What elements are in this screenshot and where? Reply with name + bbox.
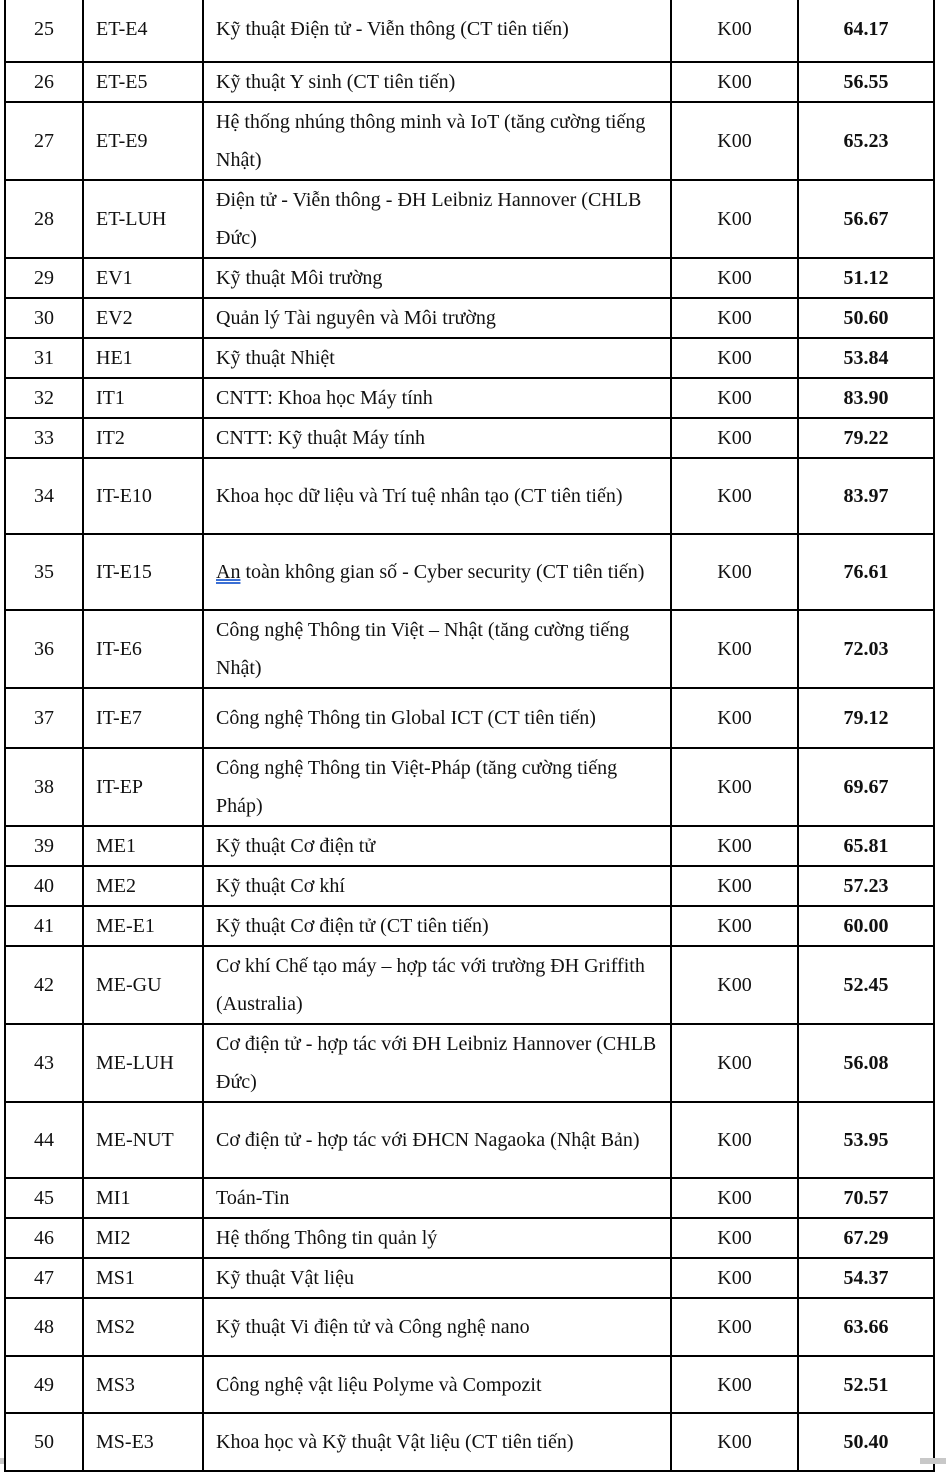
program-code-cell: ME-GU <box>83 946 203 1024</box>
subject-combination-cell: K00 <box>671 258 798 298</box>
program-code-cell: IT-E15 <box>83 534 203 610</box>
program-code-cell: ME-E1 <box>83 906 203 946</box>
program-code-cell: IT-EP <box>83 748 203 826</box>
program-name-cell: Kỹ thuật Y sinh (CT tiên tiến) <box>203 62 671 102</box>
table-row <box>5 102 934 180</box>
subject-combination-cell: K00 <box>671 418 798 458</box>
subject-combination-cell: K00 <box>671 534 798 610</box>
program-name-cell: Kỹ thuật Môi trường <box>203 258 671 298</box>
program-name-cell: Kỹ thuật Cơ điện tử (CT tiên tiến) <box>203 906 671 946</box>
program-code-cell: EV2 <box>83 298 203 338</box>
program-code-cell: ET-LUH <box>83 180 203 258</box>
cutoff-score-cell: 53.84 <box>798 338 934 378</box>
subject-combination-cell: K00 <box>671 1298 798 1356</box>
subject-combination-cell: K00 <box>671 1102 798 1178</box>
program-code-cell: MI2 <box>83 1218 203 1258</box>
row-number-cell: 25 <box>5 0 83 62</box>
program-name-cell: Kỹ thuật Cơ điện tử <box>203 826 671 866</box>
program-name-cell: Kỹ thuật Vi điện tử và Công nghệ nano <box>203 1298 671 1356</box>
page-edge-marker <box>0 1458 4 1464</box>
row-number-cell: 42 <box>5 946 83 1024</box>
cutoff-score-cell: 63.66 <box>798 1298 934 1356</box>
program-name-cell: Khoa học dữ liệu và Trí tuệ nhân tạo (CT tiên tiến) <box>203 458 671 534</box>
table-row <box>5 378 934 418</box>
subject-combination-cell: K00 <box>671 748 798 826</box>
program-code-cell: IT-E6 <box>83 610 203 688</box>
program-name-cell: Công nghệ vật liệu Polyme và Compozit <box>203 1356 671 1413</box>
subject-combination-cell: K00 <box>671 62 798 102</box>
cutoff-score-cell: 64.17 <box>798 0 934 62</box>
table-row <box>5 1413 934 1471</box>
cutoff-score-cell: 52.45 <box>798 946 934 1024</box>
row-number-cell: 50 <box>5 1413 83 1471</box>
table-row <box>5 1178 934 1218</box>
cutoff-score-cell: 69.67 <box>798 748 934 826</box>
row-number-cell: 43 <box>5 1024 83 1102</box>
program-code-cell: MI1 <box>83 1178 203 1218</box>
table-row <box>5 458 934 534</box>
table-row <box>5 1356 934 1413</box>
program-name-text: toàn không gian số - Cyber security (CT tiên tiến) <box>240 561 645 583</box>
table-row <box>5 946 934 1024</box>
subject-combination-cell: K00 <box>671 906 798 946</box>
row-number-cell: 39 <box>5 826 83 866</box>
cutoff-score-cell: 56.55 <box>798 62 934 102</box>
cutoff-score-cell: 56.08 <box>798 1024 934 1102</box>
program-name-cell: Quản lý Tài nguyên và Môi trường <box>203 298 671 338</box>
program-name-cell: Toán-Tin <box>203 1178 671 1218</box>
program-name-cell: Cơ điện tử - hợp tác với ĐH Leibniz Hannover (CHLB Đức) <box>203 1024 671 1102</box>
cutoff-score-cell: 54.37 <box>798 1258 934 1298</box>
row-number-cell: 37 <box>5 688 83 748</box>
subject-combination-cell: K00 <box>671 1258 798 1298</box>
cutoff-score-cell: 83.90 <box>798 378 934 418</box>
row-number-cell: 44 <box>5 1102 83 1178</box>
program-code-cell: ME-LUH <box>83 1024 203 1102</box>
table-row <box>5 688 934 748</box>
row-number-cell: 38 <box>5 748 83 826</box>
program-code-cell: ME-NUT <box>83 1102 203 1178</box>
subject-combination-cell: K00 <box>671 610 798 688</box>
subject-combination-cell: K00 <box>671 1413 798 1471</box>
program-code-cell: IT-E7 <box>83 688 203 748</box>
cutoff-score-cell: 56.67 <box>798 180 934 258</box>
program-code-cell: EV1 <box>83 258 203 298</box>
row-number-cell: 26 <box>5 62 83 102</box>
cutoff-score-cell: 52.51 <box>798 1356 934 1413</box>
row-number-cell: 33 <box>5 418 83 458</box>
table-row <box>5 906 934 946</box>
program-code-cell: MS-E3 <box>83 1413 203 1471</box>
table-row <box>5 1258 934 1298</box>
spellcheck-underlined-word: An <box>216 561 241 583</box>
subject-combination-cell: K00 <box>671 0 798 62</box>
program-name-cell: Cơ điện tử - hợp tác với ĐHCN Nagaoka (Nhật Bản) <box>203 1102 671 1178</box>
row-number-cell: 45 <box>5 1178 83 1218</box>
program-name-cell: Công nghệ Thông tin Global ICT (CT tiên tiến) <box>203 688 671 748</box>
row-number-cell: 46 <box>5 1218 83 1258</box>
table-row <box>5 866 934 906</box>
row-number-cell: 32 <box>5 378 83 418</box>
subject-combination-cell: K00 <box>671 866 798 906</box>
program-name-cell <box>203 534 671 610</box>
row-number-cell: 47 <box>5 1258 83 1298</box>
cutoff-score-cell: 50.60 <box>798 298 934 338</box>
program-name-cell: Công nghệ Thông tin Việt – Nhật (tăng cường tiếng Nhật) <box>203 610 671 688</box>
table-body <box>5 0 934 1471</box>
table-row <box>5 610 934 688</box>
subject-combination-cell: K00 <box>671 102 798 180</box>
cutoff-score-cell: 65.23 <box>798 102 934 180</box>
cutoff-score-cell: 51.12 <box>798 258 934 298</box>
table-row <box>5 338 934 378</box>
row-number-cell: 36 <box>5 610 83 688</box>
program-name-cell: Kỹ thuật Nhiệt <box>203 338 671 378</box>
row-number-cell: 49 <box>5 1356 83 1413</box>
table-row <box>5 1102 934 1178</box>
program-name-cell: Khoa học và Kỹ thuật Vật liệu (CT tiên tiến) <box>203 1413 671 1471</box>
program-code-cell: MS1 <box>83 1258 203 1298</box>
subject-combination-cell: K00 <box>671 458 798 534</box>
subject-combination-cell: K00 <box>671 946 798 1024</box>
row-number-cell: 30 <box>5 298 83 338</box>
program-name-cell: CNTT: Kỹ thuật Máy tính <box>203 418 671 458</box>
row-number-cell: 40 <box>5 866 83 906</box>
table-row <box>5 258 934 298</box>
table-row <box>5 180 934 258</box>
cutoff-score-cell: 50.40 <box>798 1413 934 1471</box>
row-number-cell: 28 <box>5 180 83 258</box>
cutoff-score-cell: 57.23 <box>798 866 934 906</box>
table-row <box>5 1218 934 1258</box>
admission-scores-table <box>4 0 935 1472</box>
program-name-cell: CNTT: Khoa học Máy tính <box>203 378 671 418</box>
table-row <box>5 418 934 458</box>
subject-combination-cell: K00 <box>671 1356 798 1413</box>
subject-combination-cell: K00 <box>671 1024 798 1102</box>
subject-combination-cell: K00 <box>671 180 798 258</box>
program-name-cell: Điện tử - Viễn thông - ĐH Leibniz Hannover (CHLB Đức) <box>203 180 671 258</box>
program-name-cell: Công nghệ Thông tin Việt-Pháp (tăng cường tiếng Pháp) <box>203 748 671 826</box>
subject-combination-cell: K00 <box>671 1218 798 1258</box>
program-name-cell: Cơ khí Chế tạo máy – hợp tác với trường ĐH Griffith (Australia) <box>203 946 671 1024</box>
table-row <box>5 1298 934 1356</box>
cutoff-score-cell: 60.00 <box>798 906 934 946</box>
table-row <box>5 534 934 610</box>
program-code-cell: ME1 <box>83 826 203 866</box>
table-row <box>5 748 934 826</box>
program-code-cell: ME2 <box>83 866 203 906</box>
row-number-cell: 31 <box>5 338 83 378</box>
subject-combination-cell: K00 <box>671 688 798 748</box>
program-code-cell: IT2 <box>83 418 203 458</box>
cutoff-score-cell: 53.95 <box>798 1102 934 1178</box>
program-code-cell: ET-E9 <box>83 102 203 180</box>
row-number-cell: 48 <box>5 1298 83 1356</box>
table-row <box>5 0 934 62</box>
program-code-cell: IT-E10 <box>83 458 203 534</box>
cutoff-score-cell: 79.22 <box>798 418 934 458</box>
program-code-cell: IT1 <box>83 378 203 418</box>
row-number-cell: 27 <box>5 102 83 180</box>
row-number-cell: 29 <box>5 258 83 298</box>
cutoff-score-cell: 72.03 <box>798 610 934 688</box>
page-edge-marker <box>920 1458 946 1464</box>
row-number-cell: 34 <box>5 458 83 534</box>
program-name-cell: Kỹ thuật Điện tử - Viễn thông (CT tiên tiến) <box>203 0 671 62</box>
program-code-cell: MS3 <box>83 1356 203 1413</box>
subject-combination-cell: K00 <box>671 378 798 418</box>
cutoff-score-cell: 67.29 <box>798 1218 934 1258</box>
table-row <box>5 298 934 338</box>
cutoff-score-cell: 76.61 <box>798 534 934 610</box>
row-number-cell: 35 <box>5 534 83 610</box>
program-code-cell: MS2 <box>83 1298 203 1356</box>
table-row <box>5 62 934 102</box>
subject-combination-cell: K00 <box>671 298 798 338</box>
cutoff-score-cell: 65.81 <box>798 826 934 866</box>
cutoff-score-cell: 79.12 <box>798 688 934 748</box>
row-number-cell: 41 <box>5 906 83 946</box>
program-name-cell: Hệ thống nhúng thông minh và IoT (tăng cường tiếng Nhật) <box>203 102 671 180</box>
table-row <box>5 826 934 866</box>
program-name-cell: Kỹ thuật Cơ khí <box>203 866 671 906</box>
table-row <box>5 1024 934 1102</box>
cutoff-score-cell: 70.57 <box>798 1178 934 1218</box>
program-code-cell: ET-E5 <box>83 62 203 102</box>
program-name-cell: Kỹ thuật Vật liệu <box>203 1258 671 1298</box>
program-code-cell: HE1 <box>83 338 203 378</box>
program-code-cell: ET-E4 <box>83 0 203 62</box>
subject-combination-cell: K00 <box>671 338 798 378</box>
program-name-cell: Hệ thống Thông tin quản lý <box>203 1218 671 1258</box>
subject-combination-cell: K00 <box>671 1178 798 1218</box>
subject-combination-cell: K00 <box>671 826 798 866</box>
cutoff-score-cell: 83.97 <box>798 458 934 534</box>
